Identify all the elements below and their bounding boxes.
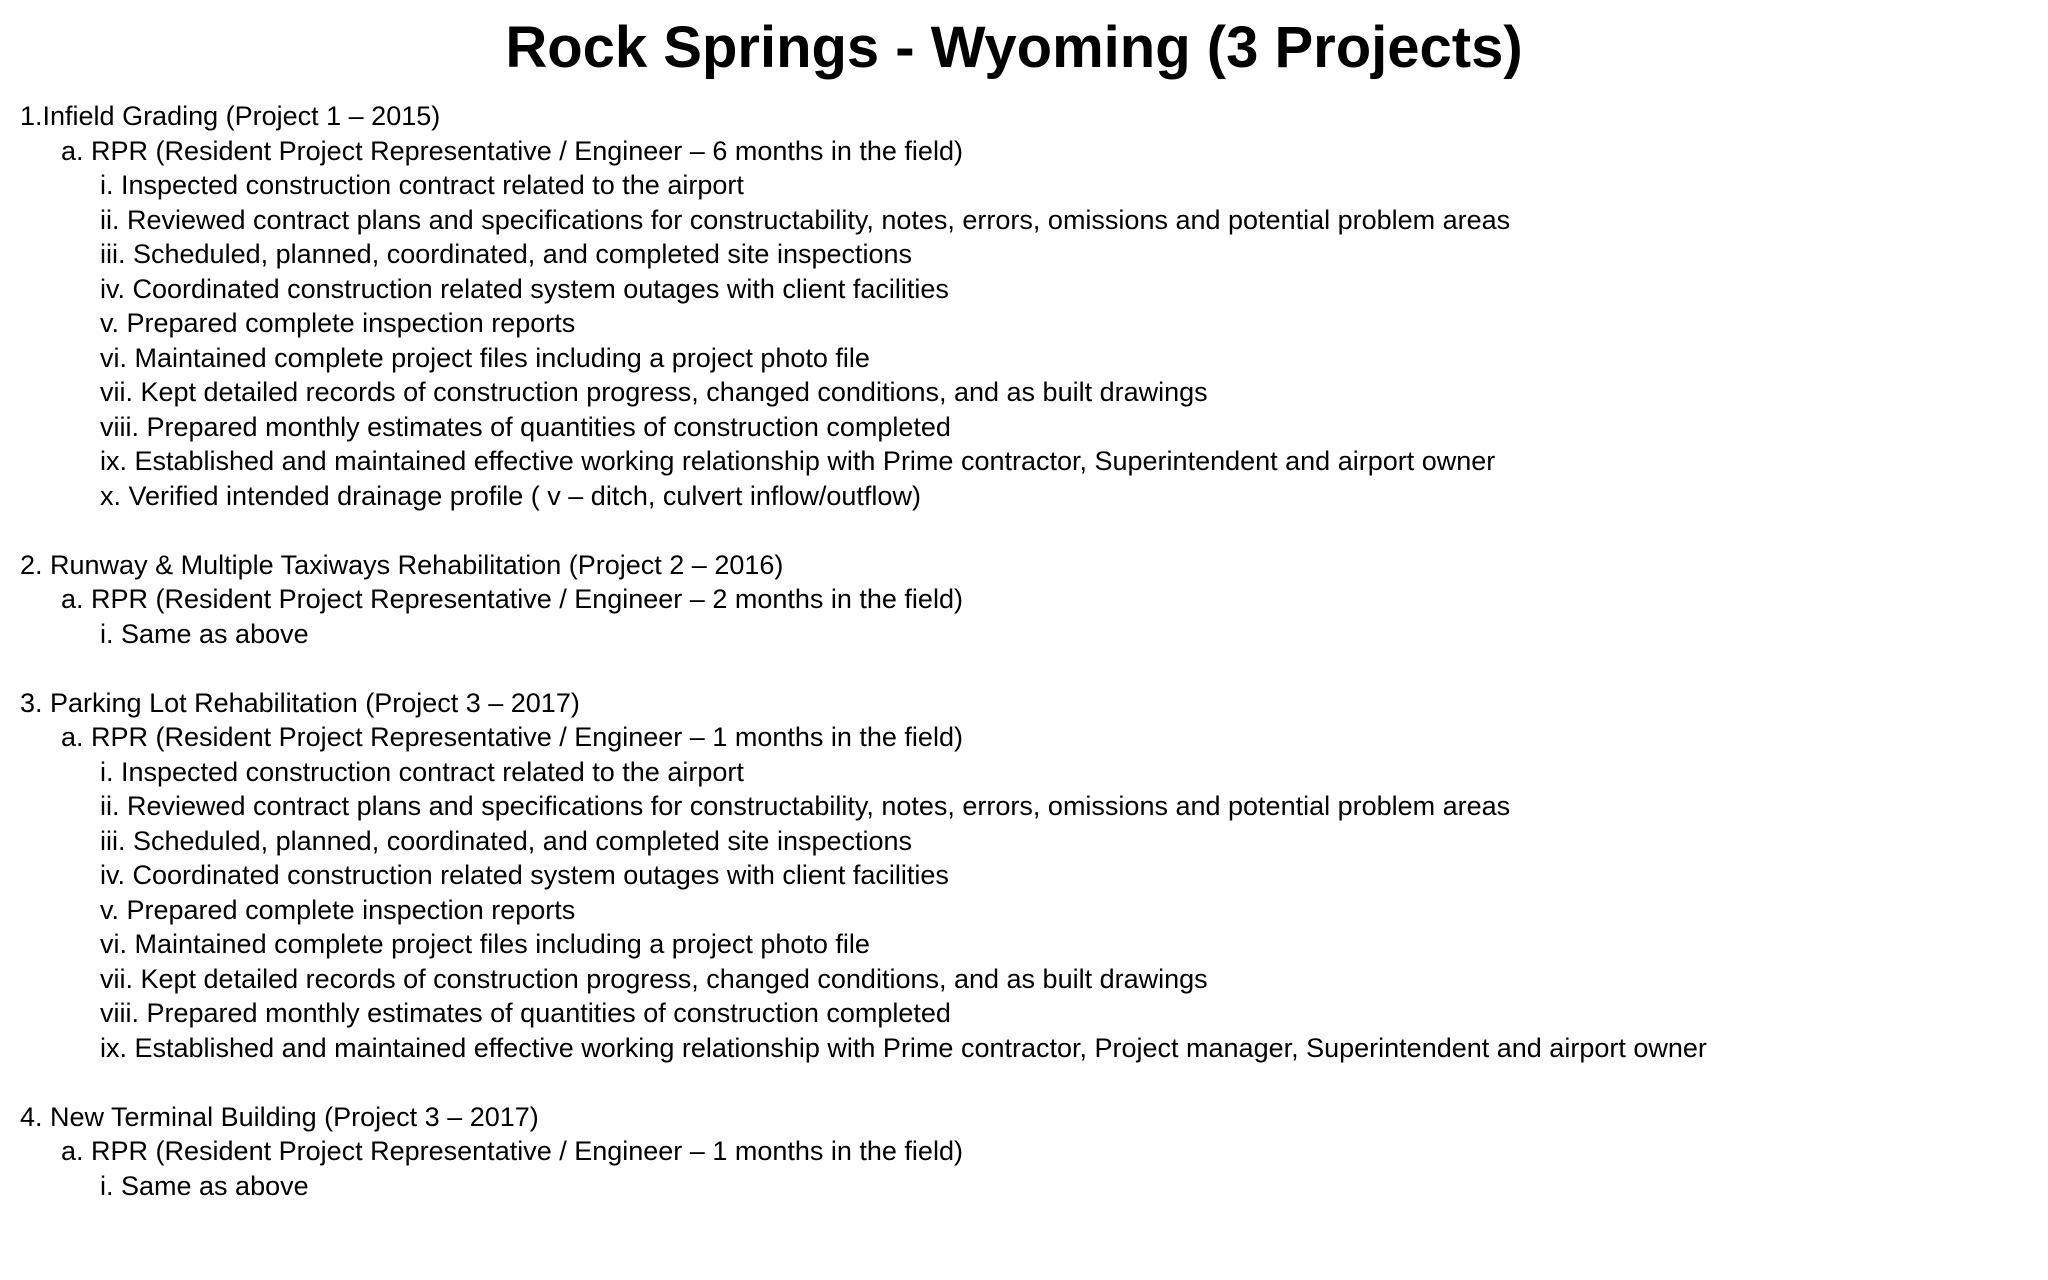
duty-item: iv. Coordinated construction related system outages with client facilities (100, 273, 949, 304)
project-section (20, 548, 2020, 652)
section-spacer (20, 1065, 2020, 1100)
project-role: a. RPR (Resident Project Representative / Engineer – 6 months in the field) (61, 135, 963, 166)
duty-item: v. Prepared complete inspection reports (100, 894, 576, 925)
section-spacer (20, 513, 2020, 548)
duty-item: vi. Maintained complete project files including a project photo file (100, 929, 870, 959)
project-role: a. RPR (Resident Project Representative / Engineer – 1 months in the field) (61, 722, 963, 752)
duty-item: vii. Kept detailed records of construction progress, changed conditions, and as built drawings (100, 377, 1208, 407)
duty-item: ix. Established and maintained effective working relationship with Prime contractor, Superintendent and airport owner (100, 446, 1496, 476)
project-section (20, 686, 2020, 1066)
project-section (20, 99, 2020, 513)
duty-item: ii. Reviewed contract plans and specifications for constructability, notes, errors, omissions and potential problem areas (100, 791, 1511, 821)
duty-item: i. Inspected construction contract related to the airport (100, 756, 744, 787)
duty-item: v. Prepared complete inspection reports (100, 308, 576, 338)
project-heading: 4. New Terminal Building (Project 3 – 2017) (20, 1101, 539, 1132)
duty-item: iii. Scheduled, planned, coordinated, and completed site inspections (100, 825, 913, 856)
project-role: a. RPR (Resident Project Representative / Engineer – 1 months in the field) (61, 1136, 963, 1166)
page-title: Rock Springs - Wyoming (3 Projects) (505, 15, 1523, 80)
section-spacer (20, 651, 2020, 686)
project-section (20, 1100, 2020, 1204)
duty-item: iii. Scheduled, planned, coordinated, and completed site inspections (100, 239, 913, 269)
duty-item: viii. Prepared monthly estimates of quantities of construction completed (100, 998, 951, 1028)
duty-item: viii. Prepared monthly estimates of quantities of construction completed (100, 411, 951, 442)
duty-item: vii. Kept detailed records of construction progress, changed conditions, and as built drawings (100, 963, 1208, 994)
duty-item: x. Verified intended drainage profile ( v – ditch, culvert inflow/outflow) (100, 480, 921, 511)
duty-item: iv. Coordinated construction related system outages with client facilities (100, 860, 949, 890)
project-list (20, 99, 2020, 1203)
project-role: a. RPR (Resident Project Representative / Engineer – 2 months in the field) (61, 584, 963, 614)
project-heading: 1.Infield Grading (Project 1 – 2015) (20, 101, 441, 131)
duty-item: ii. Reviewed contract plans and specifications for constructability, notes, errors, omissions and potential problem areas (100, 204, 1511, 235)
duty-item: i. Same as above (100, 1170, 309, 1201)
duty-item: vi. Maintained complete project files including a project photo file (100, 342, 870, 373)
duty-item: i. Inspected construction contract related to the airport (100, 170, 744, 200)
duty-item: i. Same as above (100, 618, 309, 649)
project-heading: 2. Runway & Multiple Taxiways Rehabilitation (Project 2 – 2016) (20, 549, 784, 580)
project-heading: 3. Parking Lot Rehabilitation (Project 3 – 2017) (20, 687, 580, 718)
duty-item: ix. Established and maintained effective working relationship with Prime contractor, Project manager, Superintendent and airport owner (100, 1032, 1707, 1063)
